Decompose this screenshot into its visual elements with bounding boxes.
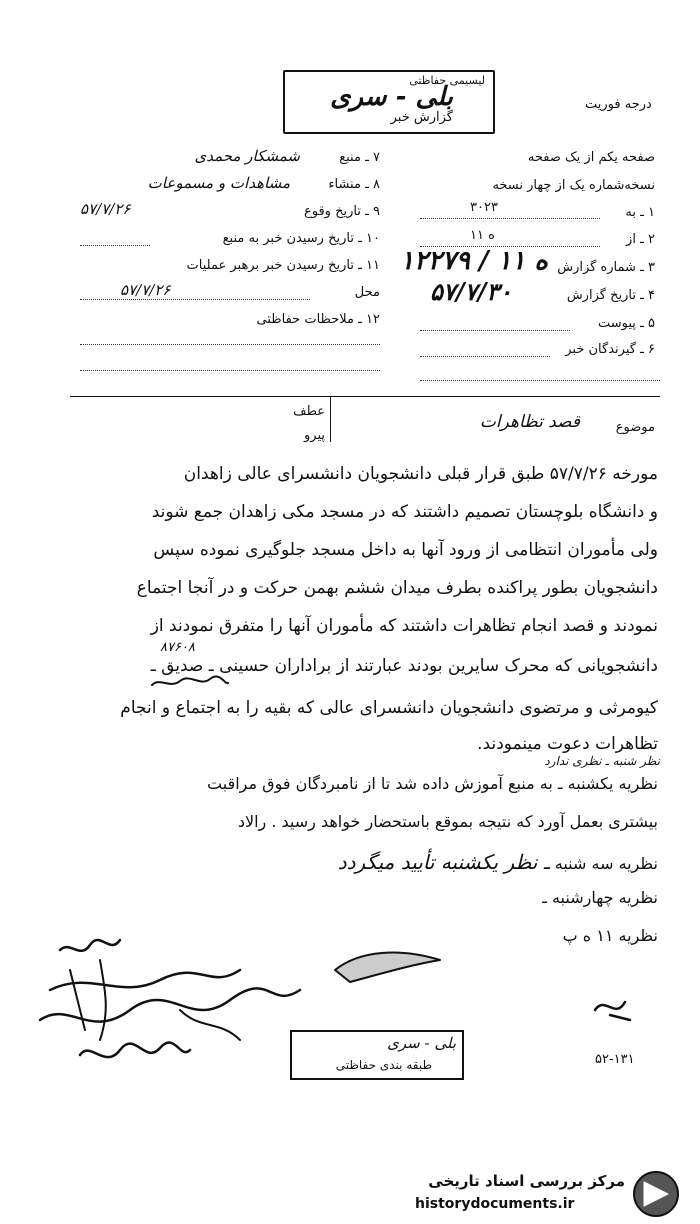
opinion-label: نظریه چهارشنبه <box>551 888 658 907</box>
opinion-text: ـ نظر یکشنبه تأیید میگردد <box>337 850 550 874</box>
scribble-mark <box>150 675 230 691</box>
copy-count: نسخه‌شماره یک از چهار نسخه <box>492 178 655 193</box>
opinion-label: نظریه سه شنبه <box>554 854 658 873</box>
body-line: کیومرثی و مرتضوی دانشجویان دانشسرای عالی که بقیه را به اجتماع و انجام <box>120 698 658 718</box>
bottom-stamp-value: بلی - سری <box>387 1034 456 1052</box>
subject-value: قصد تظاهرات <box>479 412 580 432</box>
field-from-value: ۱۱ ه <box>470 228 495 243</box>
classification-stamp <box>283 70 495 134</box>
opinion-sunday <box>38 774 658 793</box>
initials-signature <box>590 990 640 1030</box>
stamp-main-text: بلی - سری <box>330 82 453 112</box>
source-value: شمشکار محمدی <box>194 147 300 165</box>
handwritten-annotation: نظر شنبه ـ نظری ندارد <box>544 754 660 768</box>
place-label: محل <box>354 285 380 300</box>
archive-logo-icon <box>630 1168 682 1220</box>
body-line: دانشجویانی که محرک سایرین بودند عبارتند از براداران حسینی ـ صدیق ـ <box>150 656 658 676</box>
stamp-sub-text: گزارش خبر <box>390 110 453 125</box>
attachment-label: ۵ ـ پیوست <box>598 316 655 331</box>
bottom-stamp-label: طبقه بندی حفاظتی <box>335 1058 432 1072</box>
source-label: ۷ ـ منبع <box>339 150 380 165</box>
opinion-text: ـ <box>542 888 547 907</box>
body-line: ولی مأموران انتظامی از ورود آنها به داخل مسجد جلوگیری نموده سپس <box>153 540 658 560</box>
occurrence-date-value: ۵۷/۷/۲۶ <box>80 200 131 218</box>
field-to-label: ۱ ـ به <box>625 205 655 220</box>
opinion-text: بیشتری بعمل آورد که نتیجه بموقع باستحضار خواهد رسید . رالاد <box>237 812 658 831</box>
bottom-classification-stamp <box>290 1030 464 1080</box>
opinion-label: نظریه یکشنبه <box>567 774 658 793</box>
subject-label: موضوع <box>615 420 655 435</box>
pen-mark <box>330 940 470 990</box>
origin-value: مشاهدات و مسموعات <box>147 174 290 192</box>
body-line: و دانشگاه بلوچستان تصمیم داشتند که در مسجد مکی زاهدان جمع شوند <box>151 502 658 522</box>
received-by-source-label: ۱۰ ـ تاریخ رسیدن خبر به منبع <box>222 231 380 246</box>
received-by-leader-label: ۱۱ ـ تاریخ رسیدن خبر برهبر عملیات <box>186 258 380 273</box>
field-from-label: ۲ ـ از <box>626 232 655 247</box>
report-number-label: ۳ ـ شماره گزارش <box>557 260 655 275</box>
field-to-value: ۳۰۲۳ <box>470 200 498 215</box>
recipients-label: ۶ ـ گیرندگان خبر <box>565 342 655 357</box>
handwritten-signatures <box>30 930 320 1080</box>
security-notes-label: ۱۲ ـ ملاحظات حفاظتی <box>256 312 380 327</box>
watermark-org: مرکز بررسی اسناد تاریخی <box>428 1172 625 1190</box>
place-value: ۵۷/۷/۲۶ <box>120 281 171 299</box>
opinion-wednesday <box>38 888 658 907</box>
origin-label: ۸ ـ منشاء <box>328 177 380 192</box>
handwritten-number: ۸۷۶۰۸ <box>160 640 195 655</box>
opinion-sunday-cont <box>38 812 658 831</box>
body-line: نمودند و قصد انجام تظاهرات داشتند که مأموران آنها را متفرق نمودند از <box>150 616 658 636</box>
urgency-label: درجه فوریت <box>585 97 652 112</box>
report-number-value: ۱۲۲۷۹ / ۱۱ ه <box>400 246 549 276</box>
page-count: صفحه یکم از یک صفحه <box>527 150 655 165</box>
body-line: تظاهرات دعوت مینمودند. <box>477 734 658 754</box>
opinion-label: نظریه ۱۱ ه پ <box>562 926 658 945</box>
opinion-tuesday <box>38 850 658 874</box>
opinion-text: ـ به منبع آموزش داده شد تا از نامبردگان فوق مراقبت <box>207 774 563 793</box>
body-line: مورخه ۵۷/۷/۲۶ طبق قرار قبلی دانشجویان دانشسرای عالی زاهدان <box>183 464 658 484</box>
peyro-label: پیرو <box>304 428 325 443</box>
atf-label: عطف <box>293 404 325 419</box>
stamp-top-text: لیسیمی حفاظتی <box>409 74 485 87</box>
document-code: ۵۲-۱۳۱ <box>595 1052 635 1067</box>
body-line: دانشجویان بطور پراکنده بطرف میدان ششم بهمن حرکت و در آنجا اجتماع <box>136 578 658 598</box>
occurrence-date-label: ۹ ـ تاریخ وقوع <box>303 204 380 219</box>
report-date-label: ۴ ـ تاریخ گزارش <box>566 288 655 303</box>
report-date-value: ۵۷/۷/۳۰ <box>430 277 512 306</box>
watermark-url: historydocuments.ir <box>415 1196 575 1212</box>
